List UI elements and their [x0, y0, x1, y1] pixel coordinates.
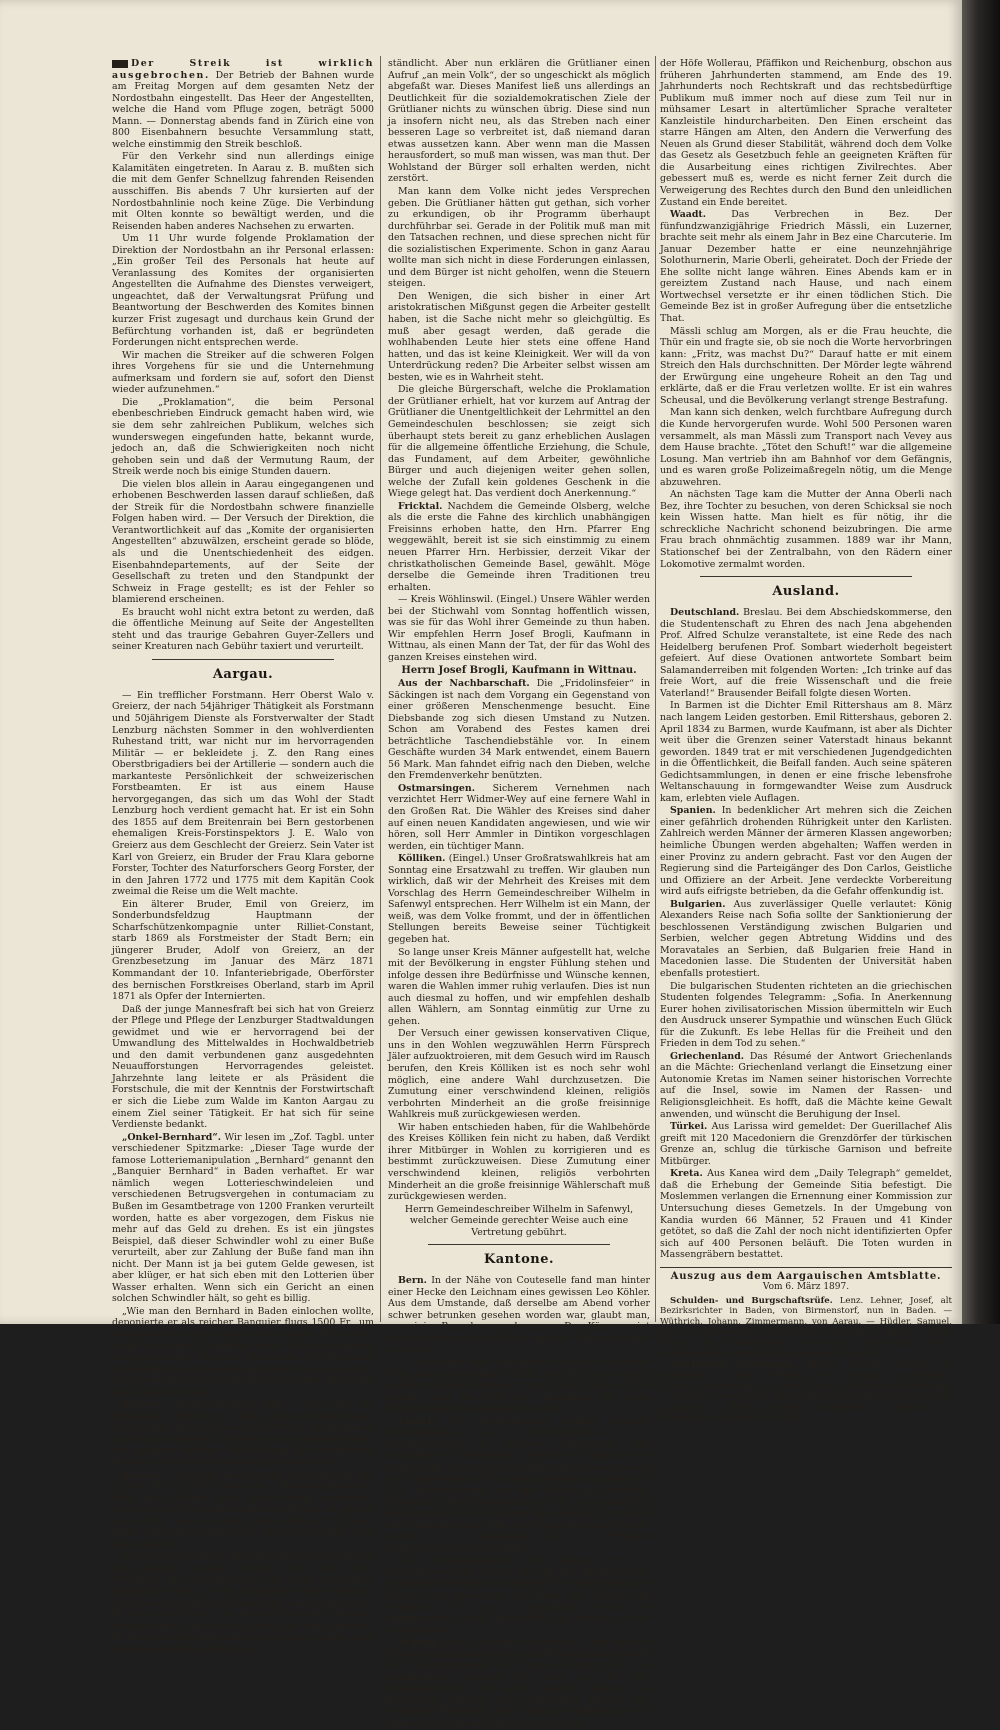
- article-text: Um 11 Uhr wurde folgende Proklamation der Direktion der Nordostbahn an ihr Personal erlassen: „Ein großer Teil des Personals hat heute auf Veranlassung des Komites der organisierten Angestellten die Aufnahme des Dienstes verweigert, ungeachtet, daß der Verwaltungsrat Prüfung und Beantwortung der Beschwerden des Komites binnen kurzer Frist zugesagt und durchaus kein Grund der Befürchtung vorhanden ist, daß er begründeten Forderungen nicht entsprechen werde.: [112, 233, 374, 349]
- article-text: Man kann sich denken, welch furchtbare Aufregung durch die Kunde hervorgerufen wurde. Wohl 500 Personen waren versammelt, als man Mässli zum Transport nach Vevey aus dem Hause brachte. „Tötet den Schuft!“ war die allgemeine Losung. Man vertrieb ihn am Bahnhof vor dem Gefängnis, und es waren große Polizeimaßregeln nötig, um die Menge abzuwehren.: [660, 407, 952, 488]
- article-aarau-2: [112, 1470, 374, 1551]
- article-text: In Barmen ist die Dichter Emil Rittershaus am 8. März nach langem Leiden gestorben. Emil Rittershaus, geboren 2. April 1834 zu Barmen, wurde Kaufmann, ist aber als Dichter weit über die Grenzen seiner Vaterstadt hinaus bekannt geworden. 1849 trat er mit verschiedenen Jugendgedichten in die Öffentlichkeit, die Beifall fanden. Auch seine späteren Gedichtsammlungen, in denen er eine frische lebensfrohe Weltanschauung in formgewandter Weise zum Ausdruck kam, erlebten viele Auflagen.: [660, 700, 952, 804]
- section-heading-ausland: Ausland.: [772, 584, 840, 600]
- amtsblatt-entry: [660, 1296, 952, 1360]
- article-text: Sicherem Vernehmen nach verzichtet Herr Widmer-Wey auf eine fernere Wahl in den Großen Rat. Die Wähler des Kreises sind daher auf einen neuen Kandidaten angewiesen, und wie wir hören, soll Herr Ammler in Dintikon vorgeschlagen werden, ein tüchtiger Mann.: [388, 782, 651, 852]
- article-text: An nächsten Tage kam die Mutter der Anna Oberli nach Bez, ihre Tochter zu besuchen, von deren Schicksal sie noch kein Wissen hatte. Man hielt es für nötig, ihr die schreckliche Nachricht schonend beizubringen. Die arme Frau brach ohnmächtig zusammen. 1889 war ihr Mann, Stationschef bei der Zentralbahn, von den Rädern einer Lokomotive zermalmt worden.: [660, 489, 952, 570]
- article-heading: Kölliken.: [398, 853, 446, 865]
- article-text: ständlicht. Aber nun erklären die Grütlianer einen Aufruf „an mein Volk“, der so ungeschickt als möglich abgefaßt war. Dieses Manifest ließ uns allerdings an Deutlichkeit für die sozialdemokratischen Ziele der Grütlianer nichts zu wünschen übrig. Diese sind nun ja insofern nicht neu, als das Streben nach einer besseren Lage so verbreitet ist, daß niemand daran etwas aussetzen kann. Aber wenn man die Massen herausfordert, so muß man wissen, was man thut. Der Wohlstand der Bürger soll erhalten werden, nicht zerstört.: [388, 58, 650, 185]
- article-heading: Türkei.: [670, 1121, 708, 1133]
- article-streik: [112, 58, 374, 150]
- column-2: [388, 58, 651, 1730]
- article-text: Die bulgarischen Studenten richteten an die griechischen Studenten folgendes Telegramm: „Sofia. In Anerkennung Eurer hohen zivilisatorischen Mission übermitteln wir Euch den Ausdruck unserer Sympathie und wünschen Euch Glück für die Zukunft. Es lebe Hellas für die Freiheit und den Frieden in dem Tod zu sehen.“: [660, 980, 952, 1050]
- article-text: Das Résumé der Antwort Griechenlands an die Mächte: Griechenland verlangt die Einsetzung einer Autonomie Kretas im Namen seiner historischen Vorrechte auf die Insel, sowie im Namen der Rassen- und Religionsgleichheit. Es hofft, daß die Mächte keine Gewalt anwenden, und wünscht die Beruhigung der Insel.: [660, 1050, 952, 1120]
- article-bulgarien: [660, 899, 952, 980]
- article-text: Aus zuverlässiger Quelle verlautet: König Alexanders Reise nach Sofia sollte der Sanktionierung der beschlossenen Verständigung zwischen Bulgarien und Serbien, welcher gegen Abtretung Widdins und des Moravatales an Serbien, daß Bulgarien freie Hand in Macedonien lasse. Die Studenten der Universität haben ebenfalls protestiert.: [660, 898, 952, 980]
- article-text: — Der letzte Rest Ringmauer von Biel ist dieser Tage dem berüchtigten „Zahn der Zeit“ zum Opfer gefallen. Diese Wallmauer war in den Jahren 1345 gebaut, und bis 1367 mit Ausnahme des alten Burggrabens Biel abgebrannt worden.: [388, 1357, 650, 1415]
- article-heading: Fricktal.: [398, 500, 443, 512]
- section-heading-kantone: Kantone.: [483, 1252, 555, 1268]
- article-luzern: [388, 1416, 650, 1555]
- article-tuerkei: [660, 1121, 952, 1167]
- article-heading: Der Streik ist wirklich ausgebrochen.: [112, 58, 374, 81]
- article-heading: Aus der Nachbarschaft.: [398, 677, 530, 689]
- section-divider: [700, 576, 912, 577]
- article-heading: Aarau.: [122, 1399, 167, 1411]
- article-text: — Kreis Wöhlinswil. (Eingel.) Unsere Wähler werden bei der Stichwahl vom Sonntag hoffentlich wissen, was sie für das Wohl ihrer Gemeinde zu thun haben. Wir empfehlen Herrn Josef Brogli, Kaufmann in Wittnau, als einen Mann der Tat, der für das Wohl des ganzen Kreises einstehen wird.: [388, 594, 650, 663]
- article-schwyz: [388, 1637, 650, 1729]
- article-heading: Luzern.: [398, 1415, 438, 1427]
- article-text: Die „Fridolinsfeier“ in Säckingen ist nach dem Vorgang ein Gegenstand von einer größeren Menschenmenge besucht. Eine Diebsbande zog sich diesen Umstand zu Nutzen. Schon am Vorabend des Festes kamen drei beträchtliche Taschendiebstähle vor. In einem Geschäfte wurden 34 Mark entwendet, einem Bauern 56 Mark. Man fahndet eifrig nach den Dieben, welche den Fremdenverkehr benützten.: [388, 677, 650, 782]
- article-text: Wir lesen im „Zof. Tagbl. unter verschiedener Spitzmarke: „Dieser Tage wurde der famose Lotteriemanipulation „Bernhard“ genannt den „Banquier Bernhard“ in Baden verhaftet. Er war nämlich wegen Lotterieschwindeleien und verschiedenen Betrugsvergehen in contumaciam zu Bußen im Gesamtbetrage von 1200 Franken verurteilt worden, hatte es aber vorgezogen, dem Fiskus nie mehr auf das Geld zu drehen. Es ist ein jüngstes Beispiel, daß dieser Schwindler wohl zu einer Buße verurteilt, aber zur Zahlung der Buße fand man ihn nicht. Der Mann ist ja bei gutem Gelde gewesen, ist aber klüger, er hat sich eben mit den Lotterien über Wasser erhalten. Wenn sich ein Gericht an einen solchen Schwindler hält, so geht es billig.: [112, 1131, 375, 1305]
- article-nachbarschaft: [388, 678, 650, 782]
- article-heading: Fruchtloses Pfändungen.: [670, 1360, 799, 1371]
- article-text: Aus Kanea wird dem „Daily Telegraph“ gemeldet, daß die Erhebung der Gemeinde Sitia befestigt. Die Moslemmen verlangen die Ernennung einer Kommission zur Untersuchung dieses Gemetzels. In der Umgebung von Kandia wurden 66 Männer, 52 Frauen und 41 Kinder getötet, so daß die Zahl der noch nicht identifizierten Opfer sich auf 400 Personen beläuft. Die Toten wurden in Massengräbern bestattet.: [660, 1168, 953, 1261]
- article-text: Der Betrieb der Bahnen wurde am Freitag Morgen auf dem gesamten Netz der Nordostbahn eingestellt. Das Heer der Angestellten, welche die Hand vom Pfluge zogen, beträgt 5000 Mann. — Donnerstag abends fand in Zürich eine von 800 Eisenbahnern besuchte Versammlung statt, welche einstimmig den Streik beschloß.: [112, 69, 374, 150]
- article-text: Die vielen blos allein in Aarau eingegangenen und erhobenen Beschwerden lassen darauf schließen, daß der Streik für die Nordostbahn schwere finanzielle Folgen haben wird. — Der Versuch der Direktion, die Verantwortlichkeit auf das „Komite der organisierten Angestellten“ abzuwälzen, erscheint gerade so blöde, als und die Unentschiedenheit des eidgen. Eisenbahndepartements, auf der Seite der Gesellschaft zu treten und den Standpunkt der Schweiz in Frage gestellt; es ist der Fehler so blamierend erscheinen.: [112, 478, 374, 606]
- article-heading: Aarau.: [122, 1469, 167, 1481]
- column-rule-1: [380, 56, 381, 1322]
- article-text: Der „Schwyzer Volksfreund“, das neue in Lachen erscheinende Organ der Freisinnigen, erörtert die Rechtszustände im Kanton Schwyz. Es sei bedauerlich, schreibt er, daß es für die Partikularrechte des alten Landes Schwyz, des Freistaates Gersau, der Landschaft March, der Waldstatt Einsiedeln, der Landschaft Küßnacht noch immer keine einheitliche Regelung gebe.: [388, 1637, 651, 1730]
- amtsblatt-entry: [660, 1360, 952, 1424]
- article-heading: Griechenland.: [670, 1050, 745, 1062]
- article-text: Die „Proklamation“, die beim Personal ebenbeschrieben Eindruck gemacht haben wird, wie sie dem sehr zahlreichen Publikum, welches sich wunderswegen eingefunden hatte, bekannt wurde, jedoch an, daß die Schwierigkeiten noch nicht gehoben sein und daß der Vermutung Raum, der Streik werde noch bis einige Stunden dauern.: [112, 396, 374, 478]
- article-text: So lange unser Kreis Männer aufgestellt hat, welche mit der Bevölkerung in engster Fühlung stehen und infolge dessen ihre Bedürfnisse und Wünsche kennen, waren die Wahlen immer ruhig verlaufen. Dies ist nun auch diesmal zu hoffen, und wir empfehlen deshalb allen Wählern, am Sonntag einmütig zur Urne zu gehen.: [388, 946, 650, 1027]
- article-kreta: [660, 1168, 952, 1260]
- article-text: Daß der junge Mannesfraft bei sich hat von Greierz der Pflege und Pflege der Lenzburger Stadtwaldungen gewidmet und wie er hervorragend bei der Umwandlung des Mittelwaldes in Hochwaldbetrieb und den damit verbundenen ganz ausgedehnten Neuaufforstungen Hervorragendes geleistet. Jahrzehnte lang leitete er als Präsident die Forstschule, die mit der Kenntnis der Forstwirtschaft er sich die Liebe zum Walde im Kanton Aargau zu einem Ziel seiner Tätigkeit. Er hat sich für seine Verdienste bedankt.: [112, 1003, 374, 1131]
- article-text: „Wie man den Bernhard in Baden einlochen wollte, deponierte er als reicher Banquier flugs 1500 Fr., um wenigstens für sich wieder laufen lassen. Für solche Leute sind eben Geldbußen keine Strafe, sie lassen sich ja auch ihr Geschäft wieder ein. Der Bernhard handgreiflich durch seinen Aufwand. Daß er aber jetzt ohne gerichtlich zu verurteilen ist, darüber wird wohl kein Zweifel bestehen.: [112, 1305, 374, 1398]
- article-deutschland: [660, 607, 952, 699]
- section-divider: [428, 1244, 610, 1245]
- article-text: In bedenklicher Art mehren sich die Zeichen einer gefährlich drohenden Rührigkeit unter den Karlisten. Zahlreich werden Männer der ärmeren Klassen angeworben; heimliche Übungen werden abgehalten; Waffen werden in einer Provinz zu andern gebracht. Fast vor den Augen der Regierung sind die Parteigänger des Don Carlos, Geistliche und Offiziere an der Arbeit. Jene verdeckte Vorbereitung wird aufs eifrigste betrieben, da die Gefahr offenkundig ist.: [660, 805, 952, 898]
- amtsblatt-date: Vom 6. März 1897.: [762, 1282, 850, 1293]
- article-text: In der Nähe von Couteselle fand man hinter einer Hecke den Leichnam eines gewissen Leo Köhler. Aus dem Umstande, daß derselbe am Abend vorher schwer betrunken gesehen worden war, glaubt man, er sei im Rausche umgekommen. Der Körper zeigt keine Spuren von Gewalttat, und der Fall wird näher untersucht.: [388, 1275, 650, 1356]
- article-spanien: [660, 805, 952, 897]
- article-fricktal: [388, 501, 650, 593]
- article-text: Man kann dem Volke nicht jedes Versprechen geben. Die Grütlianer hätten gut gethan, sich vorher zu erkundigen, ob ihr Programm überhaupt durchführbar sei. Gerade in der Politik muß man mit den Tatsachen rechnen, und diese sprechen nicht für die sozialistischen Experimente. Schon in ganz Aarau wollte man sich nicht in diese Forderungen einlassen, und dem Bürger ist nicht geholfen, wenn die Steuern steigen.: [388, 186, 650, 290]
- article-text: Ein älterer Bruder, Emil von Greierz, im Sonderbundsfeldzug Hauptmann der Scharfschützenkompagnie unter Rilliet-Constant, starb 1869 als Forstmeister der Stadt Bern; ein jüngerer Bruder, Adolf von Greierz, an der Grenzbesetzung im Januar des März 1871 Kommandant der 10. Infanteriebrigade, Oberförster des bernischen Forstkreises Oberland, starb im April 1871 als Opfer der Internierten.: [112, 898, 374, 1003]
- article-text: Aus Larissa wird gemeldet: Der Guerillachef Alis greift mit 120 Macedoniern die Grenzdörfer der türkischen Grenze an, schlug die türkische Garnison und befreite Mitbürger.: [660, 1121, 952, 1167]
- article-text: Wir machen die Streiker auf die schweren Folgen ihres Vorgehens für sie und die Unternehmung aufmerksam und fordern sie auf, sofort den Dienst wieder aufzunehmen.“: [112, 349, 374, 396]
- article-bern: [388, 1275, 650, 1356]
- article-text: (Eingel.) Unser Großratswahlkreis hat am Sonntag eine Ersatzwahl zu treffen. Wir glauben nun wirklich, daß wir der Mehrheit des Kreises mit dem Vorschlag des Herrn Gemeindeschreiber Wilhelm in Safenwyl entsprechen. Herr Wilhelm ist ein Mann, der weiß, was dem Volke frommt, und der in öffentlichen Stellungen bereits Beweise seiner Tüchtigkeit gegeben hat.: [388, 853, 651, 946]
- article-griechenland: [660, 1051, 952, 1120]
- article-text: Lenz. Lehner, Josef, alt Bezirksrichter in Baden, von Birmenstorf, nun in Baden. — Wüthrich, Johann, Zimmermann, von Aarau. — Hüdler, Samuel, geb. v. Zimmermann, von Laufen, wohnhaft in Bern. — Frey, Marie, geb. Zimmermann, von Aarau, und Siegrist, Otto, Schuhmacher in Menziken; Eingaben bis 3. April.: [660, 1295, 952, 1359]
- article-text: — Ein trefflicher Forstmann. Herr Oberst Walo v. Greierz, der nach 54jähriger Thätigkeit als Forstmann und 50jährigem Dienste als Forstverwalter der Stadt Lenzburg nächsten Sommer in den wohlverdienten Ruhestand tritt, war nicht nur im hervorragenden Militär — er bekleidete j. Z. den Rang eines Oberstbrigadiers bei der Artillerie — sondern auch die markanteste Persönlichkeit der schweizerischen Forstbeamten. Er ist aus einem Hause hervorgegangen, das sich um das Wohl der Stadt Lenzburg hoch verdient gemacht hat. Er ist ein Sohn des 1855 auf dem Breitenrain bei Bern gestorbenen ehemaligen Kreis-Forstinspektors J. E. Walo von Greierz aus dem Geschlecht der Greierz. Sein Vater ist Karl von Greierz, ein Bruder der Frau Klara geborne Forster, Tochter des Naturforschers Georg Forster, der in den Jahren 1772 und 1775 mit dem Kapitän Cook zweimal die Reise um die Welt machte.: [112, 689, 374, 898]
- article-text: der Höfe Wollerau, Pfäffikon und Reichenburg, obschon aus früheren Jahrhunderten stammend, am Ende des 19. Jahrhunderts noch Rechtskraft und das rechtsbedürftige Publikum muß immer noch auf diese zum Teil nur in mühsamer Lesart in altertümlicher Sprache veralteter Kanzleistile hindurcharbeiten. Den Einen erscheint das starre Hängen am Alten, den Andern die Verwerfung des Neuen als Grund dieser Stabilität, während doch dem Volke das Gesetz als Gesetzbuch fehle an geeigneten Kräften für die Ausarbeitung eines richtigen Zivilrechtes. Aber gebessert muß es, werde es nicht ferner Zeit durch die Verweigerung des Rechtes durch den Bund den unleidlichen Zustand ein Ende bereitet.: [660, 58, 952, 208]
- column-3: [660, 58, 953, 1424]
- article-heading: Spanien.: [670, 805, 716, 817]
- pointing-hand-icon: [112, 60, 128, 68]
- adjacent-page-edge: [962, 0, 1000, 1324]
- article-aarau-1: [112, 1399, 374, 1468]
- article-text: Doch, ich will Ihnen, Herr Redaktor, kein politisch Lied singen: Ich kenne Göthes Urteil über solche Melodien. Zu was mich zur Zeit eine jugendliche Inspiration treibt, ist die Grütlianer unseres Kreises, die Kandidaten für den Großen Rat aufgestellt haben. Es wäre ein Mann, der für das Wohl der Arbeiter sorgen könnte, und er ist in der Lage dazu gewesen. Er hat nicht bloß den Kanton verlassen, sondern auch bedeutende Stellen bekleidet.: [112, 1551, 374, 1655]
- article-heading: „Onkel-Bernhard“.: [122, 1131, 221, 1143]
- article-text: Das Verbrechen in Bez. Der fünfundzwanzigjährige Friedrich Mässli, ein Luzerner, brachte seit mehr als einem Jahr in Bez eine Charcuterie. Im Januar Dezember hatte er eine neunzehnjährige Solothurnerin, Marie Oberli, geheiratet. Doch der Friede der Ehe sollte nicht lange währen. Eines Abends kam er in gereiztem Zustand nach Hause, und nach einem Wortwechsel versetzte er ihr einen tödlichen Stich. Die Gemeinde Bez ist in großer Aufregung über die entsetzliche That.: [660, 209, 953, 325]
- article-othmarsingen: [388, 783, 650, 852]
- article-text: Der Regierungsrat schlägt folgende Abänderungen des Steuergesetzes vor: Vorübergehend in anderen Gemeinden sich aufhaltende Erwerbende, welche im Kanton kein ganzes Jahr dauerndes Domizil besitzen, haben, wenn ihr Tagesverdienst 5 Fr. nicht übersteigt, monatlich 50 Cts. Erwerbssteuer an den Staat zu bezahlen. Übersteigt der Tagesverdienst 5 Fr., so erfolgt die Besteuerung ihres Erwerbes nach den §§ 18 und 29 des Steuergesetzes. Für den Bezug der neuen Steuer werden die Gemeinden mit 10 Prozent Bezugsprovision entschädigt.: [388, 1415, 650, 1554]
- article-text: Die Polizeigemeinden sind befugt, für ihre Bedürfnisse eine Steuer bis auf das Doppelte des genannten Betrages zu beziehen. Die Entrichtung der Steuer hat spätestens am Ende des Monats zu erfolgen, für den sie geschuldet wird. Die Armenanstalt erhält die Hälfte als Beitrag an die Armenlasten.: [388, 1555, 650, 1636]
- article-text: Es braucht wohl nicht extra betont zu werden, daß die öffentliche Meinung auf Seite der Angestellten steht und das traurige Gebahren Guyer-Zellers und seiner Kreaturen nach Gebühr taxiert und verurteilt.: [112, 606, 374, 653]
- column-rule-2: [655, 56, 656, 1322]
- article-text: Brand, Wilhelm, Metzger in Wettingen. — Kündig, Heinrich, von Seengen, nun Pfäffikon (Zürich), in Wettingen. — Voser, Gustav, von Wohlen in Wettingen. — Schmid, Joseph, Sohn, Zürich, Ferd. in Zofingen, Landwirt, von Zofingen. — Wälchli, Gottlieb, Schneider in Rothrist, von Oftringen, Eingaben bis 3. April.: [660, 1360, 952, 1424]
- article-heading: Bulgarien.: [670, 898, 726, 910]
- article-heading: Deutschland.: [670, 607, 740, 619]
- article-waadt: [660, 209, 952, 324]
- column-1: [112, 58, 375, 1655]
- article-text: Wir haben entschieden haben, für die Wahlbehörde des Kreises Kölliken fein nicht zu haben, daß Verdikt ihrer Mitbürger in Wohlen zu korrigieren und es bestimmt zurückzuweisen. Diese Zumutung einer verschwindend kleinen, religiös verbohrten Minderheit an die große freisinnige Wählerschaft muß zurückgewiesen werden.: [388, 1121, 650, 1203]
- amtsblatt-title: Auszug aus dem Aargauischen Amtsblatte.: [670, 1270, 942, 1282]
- article-text: Letzten Freitag halb 2 Uhr sind die Bundesräte Müller und Zemp nebst Bundesanwalt Scherb und Eisenbahnsekretär Mürset per Extrazug nach Zürich gereist. Die Reise war zu diesem Zwecke frei gegeben worden. Die Haltung des streikenden Personals wird als eine musterhafte bezeichnet.: [112, 1399, 374, 1468]
- article-text: Nachdem die Gemeinde Olsberg, welche als die erste die Fahne des kirchlich unabhängigen Freisinns erhoben hatte, den Hrn. Pfarrer Eng weggewählt, bereit ist sie sich einstimmig zu einem neuen Pfarrer Hrn. Herbissier, derzeit Vikar der christkatholischen Gemeinde Basel, gewählt. Möge derselbe die Gemeinde ihren Traditionen treu erhalten.: [388, 500, 650, 593]
- article-text: Gar nicht übel ist ein Residenzbrief der „Schw. Fr. Pr.“. Wir lesen da: „Märzenschnee thut Berg und Thälern weh“ und schneit manchmal, welcher in der Schonzeit ergibt sich, und da gleicht unser Volk, wie Sie bald hören werden. Wir lesen Ihnen kantonale Wahlen hier, aber es wird also noch lange dauern.: [112, 1469, 374, 1550]
- amtsblatt-section: [660, 1267, 952, 1424]
- article-text: Die gleiche Bürgerschaft, welche die Proklamation der Grütlianer erhielt, hat vor kurzem auf Antrag der Grütlianer die Unentgeltlichkeit der Lehrmittel an den Gemeindeschulen beschlossen; sie zeigt sich überhaupt stets bereit zu ganz erheblichen Auslagen für die allgemeine öffentliche Erziehung, die Schule, das Fundament, auf dem Arbeiter, gewöhnliche Bürger und auch diejenigen weiter gehen sollen, welche der Zufall kein goldenes Geschenk in die Wiege gelegt hat. Das verdient doch Anerkennung.“: [388, 384, 650, 500]
- article-onkel-bernhard: [112, 1132, 374, 1305]
- article-text: Mässli schlug am Morgen, als er die Frau heuchte, die Thür ein und fragte sie, ob sie noch die Worte hervorbringen kann: „Fritz, was machst Du?“ Darauf hatte er mit einem Streich den Hals durchschnitten. Der Mörder legte während der Erwürgung eine ungeheure Roheit an den Tag und erklärte, daß er die Frau verletzen wollte. Er ist ein wahres Scheusal, und die Bevölkerung verlangt strenge Bestrafung.: [660, 325, 952, 406]
- article-text: Der Versuch einer gewissen konservativen Clique, uns in den Wohlen wegzuwählen Herrn Fürsprech Jäler aufzuoktroieren, mit dem Gesuch wird im Rausch berufen, den Kreis Kölliken ist es noch sehr wohl möglich, eine andere Wahl durchzusetzen. Die Zumutung einer verschwindend kleinen, religiös verbohrten Minderheit an die große freisinnige Wahlkreis muß zurückgewiesen werden.: [388, 1028, 650, 1121]
- candidate-line: Herrn Josef Brogli, Kaufmann in Wittnau.: [401, 665, 637, 677]
- section-divider: [152, 659, 334, 660]
- article-heading: Waadt.: [670, 209, 707, 221]
- article-text: Den Wenigen, die sich bisher in einer Art aristokratischen Mißgunst gegen die Arbeiter gestellt haben, ist die Sache nicht mehr so gleichgültig. Es muß aber gesagt werden, daß gerade die wohlhabenden Leute hier stets eine offene Hand hatten, und das ist keine Kleinigkeit. Wer will da von Unterdrückung reden? Die Arbeiter selbst wissen am besten, wie es in Wahrheit steht.: [388, 290, 650, 383]
- article-heading: Schwyz.: [398, 1637, 440, 1649]
- article-text: Für den Verkehr sind nun allerdings einige Kalamitäten eingetreten. In Aarau z. B. mußten sich die mit dem Genfer Schnellzug fahrenden Reisenden ausschiffen. Bis abends 7 Uhr kursierten auf der Nordostbahnlinie noch keine Züge. Die Verbindung mit Olten konnte so bewältigt werden, und die Reisenden haben anderes Nachsehen zu erwarten.: [112, 151, 374, 232]
- article-heading: Bern.: [398, 1275, 427, 1287]
- candidate-line: Herrn Gemeindeschreiber Wilhelm in Safenwyl, welcher Gemeinde gerechter Weise auch eine Vertretung gebührt.: [404, 1203, 634, 1238]
- article-text: Breslau. Bei dem Abschiedskommerse, den die Studentenschaft zu Ehren des nach Jena abgehenden Prof. Alfred Schulze veranstaltete, ist eine Rede des nach Heidelberg berufenen Prof. Sombart wiederholt begeistert gefeiert. Auf diese Ovationen antwortete Sombart beim Salamanderreiben mit folgenden Worten: „Ich trinke auf das freie Wort, auf die freie Wissenschaft und die freie Vaterland!“ Brausender Beifall folgte diesen Worten.: [660, 607, 953, 699]
- article-heading: Schulden- und Burgschaftsrüfe.: [670, 1295, 833, 1306]
- article-koelliken: [388, 853, 650, 945]
- article-heading: Ostmarsingen.: [398, 782, 475, 794]
- section-heading-aargau: Aargau.: [212, 666, 274, 682]
- article-heading: Kreta.: [670, 1168, 703, 1180]
